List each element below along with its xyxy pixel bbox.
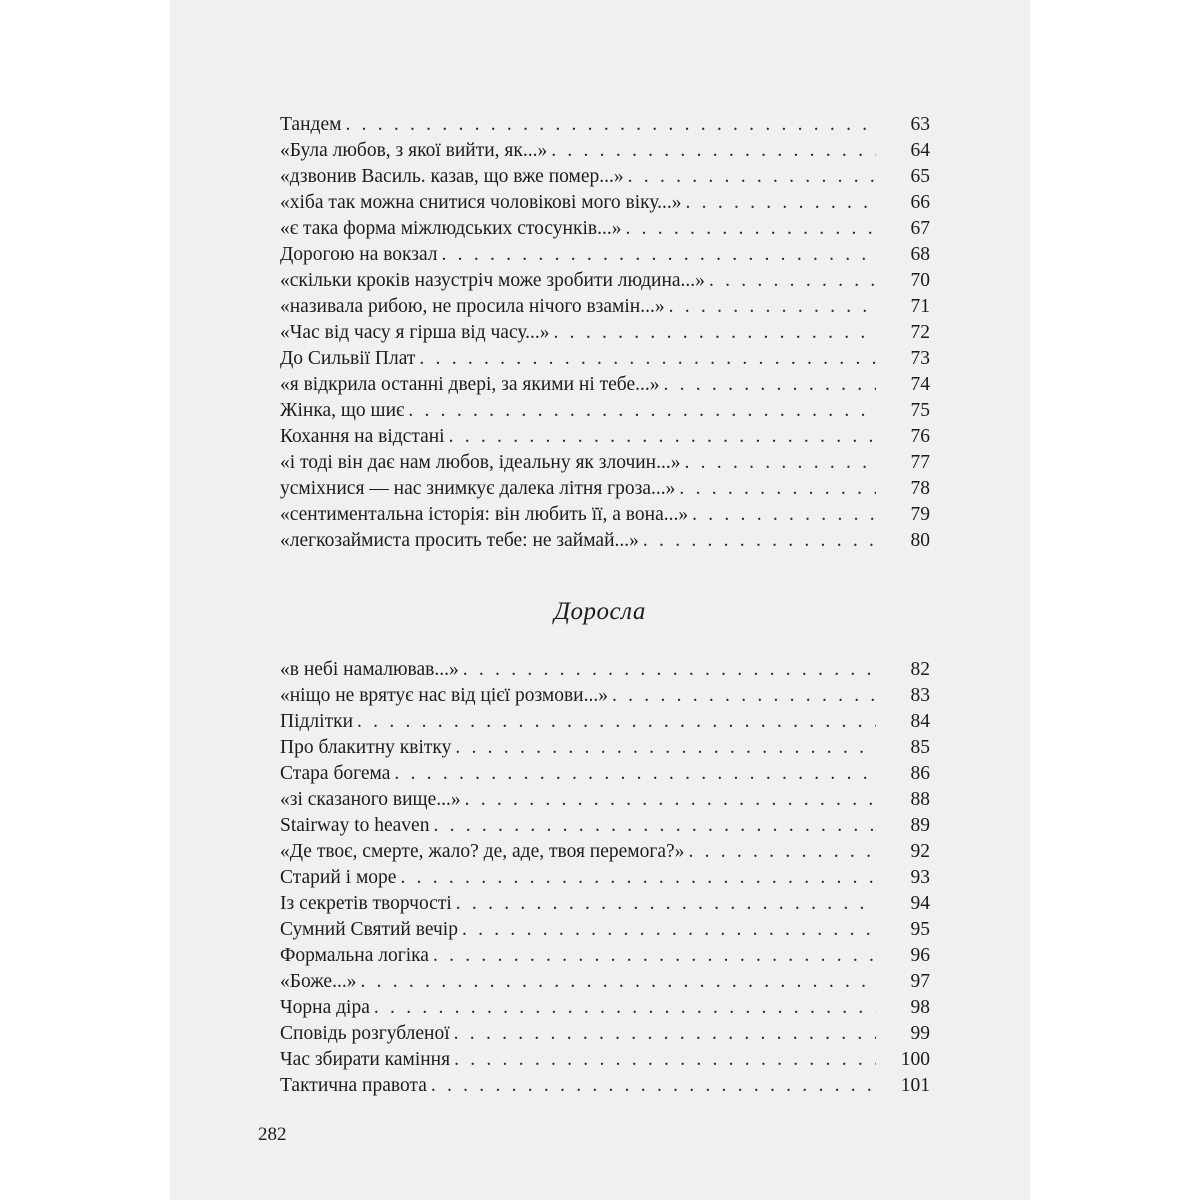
toc-dot-leader [357, 709, 876, 735]
toc-entry-title: Кохання на відстані [280, 426, 445, 447]
toc-entry-title: До Сильвії Плат [280, 348, 416, 369]
toc-entry-title: Дорогою на вокзал [280, 244, 438, 265]
toc-entry-title: «легкозаймиста просить тебе: не займай...» [280, 530, 639, 551]
toc-entry-title: «в небі намалював...» [280, 659, 459, 680]
toc-entry-page: 77 [910, 452, 930, 473]
toc-entry [280, 969, 930, 995]
toc-dot-leader [408, 398, 876, 424]
toc-dot-leader [669, 294, 876, 320]
toc-dot-leader [431, 1073, 876, 1099]
toc-entry [280, 813, 930, 839]
toc-entry-page: 73 [910, 348, 930, 369]
toc-dot-leader [454, 1021, 876, 1047]
toc-dot-leader [643, 528, 876, 554]
toc-entry [280, 242, 930, 268]
toc-entry [280, 528, 930, 554]
toc-entry [280, 398, 930, 424]
toc-entry-page: 68 [910, 244, 930, 265]
toc-entry-title: «я відкрила останні двері, за якими ні тебе...» [280, 374, 660, 395]
toc-dot-leader [628, 164, 876, 190]
toc-entry-title: «Де твоє, смерте, жало? де, аде, твоя перемога?» [280, 841, 685, 862]
toc-entry [280, 709, 930, 735]
toc-entry-page: 92 [910, 841, 930, 862]
toc-dot-leader [456, 891, 876, 917]
toc-dot-leader [465, 787, 876, 813]
page-number: 282 [258, 1124, 287, 1145]
table-of-contents-part-one [280, 112, 930, 554]
toc-dot-leader [686, 190, 876, 216]
book-page [170, 0, 1030, 1200]
toc-dot-leader [612, 683, 876, 709]
toc-entry-title: «зі сказаного вище...» [280, 789, 461, 810]
toc-entry-page: 79 [910, 504, 930, 525]
toc-entry [280, 891, 930, 917]
toc-entry-page: 85 [910, 737, 930, 758]
toc-dot-leader [374, 995, 876, 1021]
toc-dot-leader [454, 1047, 876, 1073]
toc-dot-leader [455, 735, 876, 761]
toc-entry-page: 94 [910, 893, 930, 914]
toc-entry-page: 80 [910, 530, 930, 551]
toc-entry [280, 138, 930, 164]
toc-entry-page: 63 [910, 114, 930, 135]
toc-entry-page: 84 [910, 711, 930, 732]
toc-entry-page: 88 [910, 789, 930, 810]
toc-entry-page: 72 [910, 322, 930, 343]
toc-entry [280, 346, 930, 372]
toc-entry-page: 100 [900, 1049, 930, 1070]
toc-dot-leader [360, 969, 876, 995]
toc-entry [280, 190, 930, 216]
toc-entry [280, 995, 930, 1021]
toc-dot-leader [345, 112, 876, 138]
toc-entry-title: Підлітки [280, 711, 354, 732]
toc-entry-page: 78 [910, 478, 930, 499]
toc-entry-title: Сумний Святий вечір [280, 919, 458, 940]
toc-entry [280, 657, 930, 683]
toc-entry-title: Жінка, що шиє [280, 400, 405, 421]
toc-entry-page: 66 [910, 192, 930, 213]
toc-entry-title: Старий і море [280, 867, 397, 888]
toc-entry-title: «є така форма міжлюдських стосунків...» [280, 218, 622, 239]
toc-dot-leader [442, 242, 876, 268]
toc-entry-title: «дзвонив Василь. казав, що вже помер...» [280, 166, 624, 187]
toc-entry-page: 71 [910, 296, 930, 317]
toc-entry-title: «Боже...» [280, 971, 357, 992]
toc-entry [280, 268, 930, 294]
toc-dot-leader [449, 424, 876, 450]
toc-entry [280, 1073, 930, 1099]
toc-entry-page: 101 [900, 1075, 930, 1096]
toc-entry-title: Про блакитну квітку [280, 737, 452, 758]
toc-entry [280, 917, 930, 943]
toc-entry-title: Час збирати каміння [280, 1049, 451, 1070]
toc-dot-leader [419, 346, 876, 372]
toc-entry-title: «Час від часу я гірша від часу...» [280, 322, 550, 343]
table-of-contents-part-two [280, 657, 930, 1099]
toc-entry-page: 93 [910, 867, 930, 888]
toc-entry-page: 99 [910, 1023, 930, 1044]
toc-entry [280, 839, 930, 865]
toc-dot-leader [462, 917, 876, 943]
toc-entry-title: «сентиментальна історія: він любить її, а вона...» [280, 504, 689, 525]
toc-dot-leader [685, 450, 877, 476]
toc-entry-title: «ніщо не врятує нас від цієї розмови...» [280, 685, 608, 706]
toc-dot-leader [709, 268, 876, 294]
toc-entry-title: Чорна діра [280, 997, 370, 1018]
toc-entry-title: «хіба так можна снитися чоловікові мого віку...» [280, 192, 682, 213]
toc-entry-page: 70 [910, 270, 930, 291]
toc-dot-leader [394, 761, 876, 787]
toc-entry-title: Тандем [280, 114, 342, 135]
toc-dot-leader [433, 943, 876, 969]
toc-entry [280, 761, 930, 787]
toc-entry [280, 112, 930, 138]
toc-entry [280, 294, 930, 320]
toc-entry [280, 865, 930, 891]
toc-entry-page: 75 [910, 400, 930, 421]
toc-entry [280, 476, 930, 502]
toc-entry [280, 216, 930, 242]
toc-entry [280, 787, 930, 813]
toc-entry [280, 683, 930, 709]
toc-entry-title: Тактична правота [280, 1075, 427, 1096]
toc-entry [280, 164, 930, 190]
toc-entry-title: Стара богема [280, 763, 391, 784]
toc-entry-page: 76 [910, 426, 930, 447]
toc-entry-page: 96 [910, 945, 930, 966]
toc-entry-page: 89 [910, 815, 930, 836]
toc-dot-leader [551, 138, 876, 164]
toc-entry-title: «і тоді він дає нам любов, ідеальну як злочин...» [280, 452, 681, 473]
toc-entry [280, 735, 930, 761]
toc-entry [280, 1021, 930, 1047]
toc-entry [280, 1047, 930, 1073]
toc-entry-title: «Була любов, з якої вийти, як...» [280, 140, 548, 161]
toc-entry-page: 86 [910, 763, 930, 784]
toc-entry-page: 74 [910, 374, 930, 395]
toc-entry-title: Stairway to heaven [280, 815, 430, 836]
toc-dot-leader [679, 476, 876, 502]
toc-entry [280, 372, 930, 398]
toc-entry-title: Формальна логіка [280, 945, 429, 966]
toc-entry [280, 502, 930, 528]
toc-entry-page: 95 [910, 919, 930, 940]
toc-entry-title: «скільки кроків назустріч може зробити людина...» [280, 270, 705, 291]
toc-entry-page: 64 [910, 140, 930, 161]
toc-entry [280, 450, 930, 476]
toc-dot-leader [554, 320, 876, 346]
toc-entry-page: 97 [910, 971, 930, 992]
toc-entry-page: 65 [910, 166, 930, 187]
toc-dot-leader [692, 502, 876, 528]
toc-entry-page: 67 [910, 218, 930, 239]
toc-entry [280, 943, 930, 969]
toc-dot-leader [463, 657, 876, 683]
toc-dot-leader [625, 216, 876, 242]
toc-dot-leader [433, 813, 876, 839]
toc-entry-page: 98 [910, 997, 930, 1018]
section-heading: Доросла [554, 598, 646, 625]
toc-dot-leader [400, 865, 876, 891]
toc-entry-page: 82 [910, 659, 930, 680]
toc-dot-leader [688, 839, 876, 865]
toc-entry-page: 83 [910, 685, 930, 706]
toc-entry-title: «називала рибою, не просила нічого взамін...» [280, 296, 665, 317]
toc-entry [280, 320, 930, 346]
toc-entry-title: Сповідь розгубленої [280, 1023, 450, 1044]
toc-entry-title: Із секретів творчості [280, 893, 452, 914]
toc-entry-title: усміхнися — нас знимкує далека літня гроза...» [280, 478, 676, 499]
toc-entry [280, 424, 930, 450]
toc-dot-leader [663, 372, 876, 398]
